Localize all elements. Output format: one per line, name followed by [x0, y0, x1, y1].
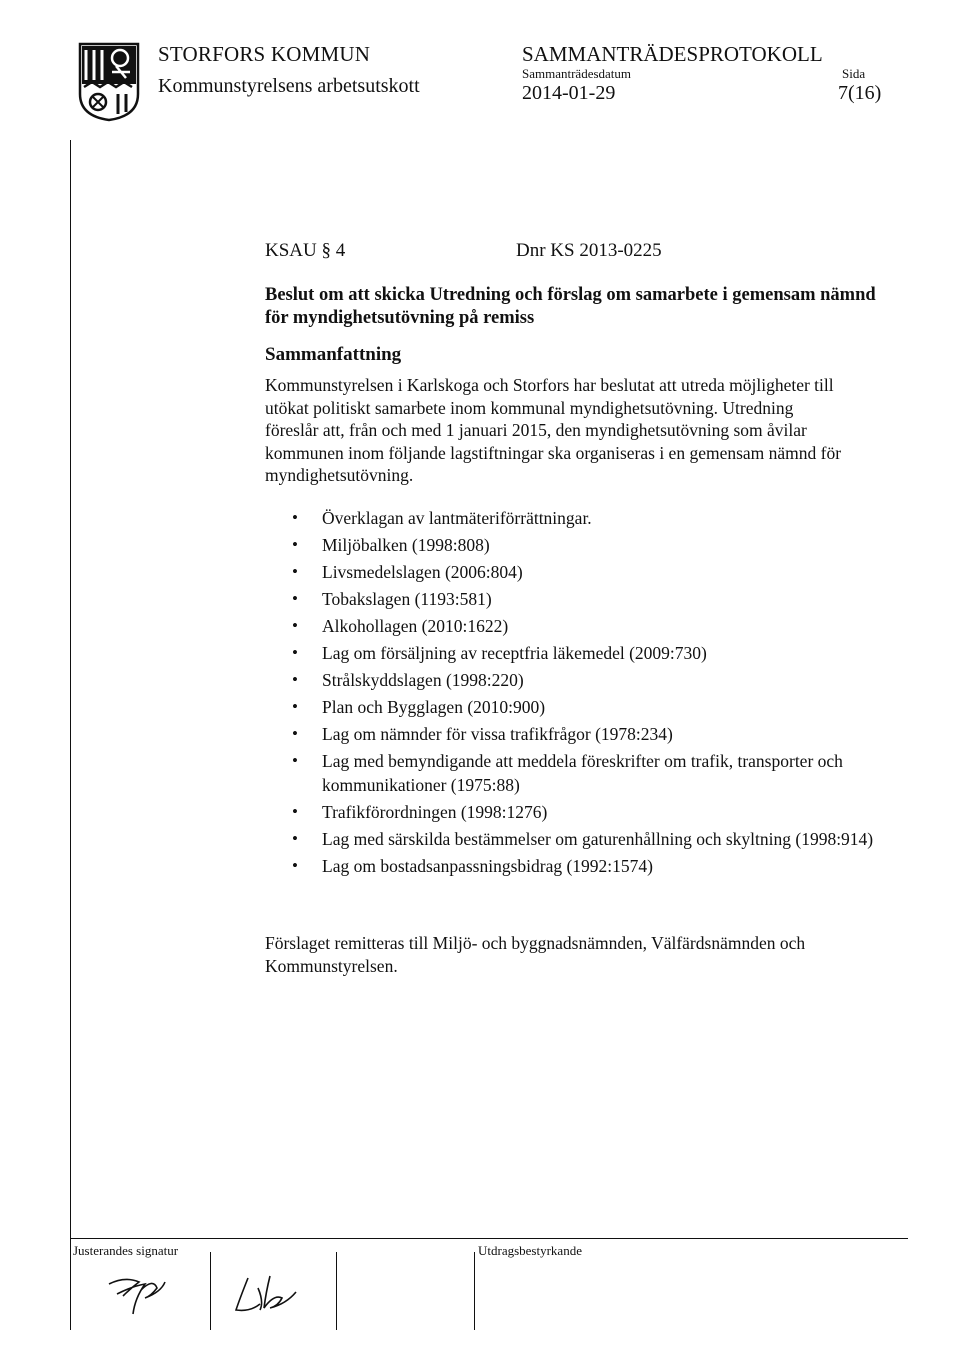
- list-item: • Plan och Bygglagen (2010:900): [265, 695, 915, 719]
- list-item: • Trafikförordningen (1998:1276): [265, 800, 915, 824]
- handwritten-signature-2: [230, 1268, 310, 1318]
- summary-line: kommunen inom följande lagstiftningar ska organiseras i en gemensam nämnd för: [265, 442, 842, 463]
- list-item: • Livsmedelslagen (2006:804): [265, 560, 915, 584]
- list-item: • Miljöbalken (1998:808): [265, 533, 915, 557]
- handwritten-signature-1: [105, 1270, 185, 1320]
- list-item: • Överklagan av lantmäteriförrättningar.: [265, 506, 915, 530]
- list-item: • Lag med särskilda bestämmelser om gaturenhållning och skyltning (1998:914): [265, 827, 915, 851]
- list-item: • Lag om nämnder för vissa trafikfrågor (1978:234): [265, 722, 915, 746]
- decision-title: [265, 284, 915, 330]
- protocol-title: SAMMANTRÄDESPROTOKOLL: [522, 42, 823, 66]
- signature-divider: [336, 1252, 337, 1330]
- summary-line: Kommunstyrelsen i Karlskoga och Storfors har beslutat att utreda möjligheter till: [265, 375, 834, 395]
- summary-paragraph: [265, 374, 915, 487]
- list-item: • Strålskyddslagen (1998:220): [265, 668, 915, 692]
- extract-label: Utdragsbestyrkande: [478, 1243, 582, 1258]
- list-item: • Tobakslagen (1193:581): [265, 587, 915, 611]
- storfors-coat-of-arms-icon: [78, 42, 140, 122]
- list-item: • Lag om bostadsanpassningsbidrag (1992:1574): [265, 854, 915, 878]
- date-label: Sammanträdesdatum: [522, 66, 632, 81]
- case-number: KSAU § 4: [265, 240, 346, 261]
- committee-name: Kommunstyrelsens arbetsutskott: [158, 75, 420, 97]
- list-item: • Lag med bemyndigande att meddela föreskrifter om trafik, transporter och kommunikationer (1975:88): [265, 749, 915, 797]
- legislation-list: [265, 506, 915, 881]
- title-line: Beslut om att skicka Utredning och förslag om samarbete i gemensam nämnd: [265, 285, 876, 305]
- title-line: för myndighetsutövning på remiss: [265, 308, 535, 328]
- closing-line: Förslaget remitteras till Miljö- och byggnadsnämnden, Välfärdsnämnden och: [265, 933, 806, 953]
- summary-line: myndighetsutövning.: [265, 465, 414, 485]
- page-label: Sida: [842, 66, 866, 81]
- footer-rule: [70, 1238, 908, 1239]
- case-dnr: Dnr KS 2013-0225: [516, 240, 662, 261]
- extract-divider: [474, 1252, 475, 1330]
- signature-divider: [210, 1252, 211, 1330]
- page-number: 7(16): [838, 82, 882, 104]
- summary-line: föreslår att, från och med 1 januari 2015, den myndighetsutövning som åvilar: [265, 420, 807, 440]
- summary-line: utökat politiskt samarbete inom kommunal myndighetsutövning. Utredning: [265, 397, 794, 418]
- signature-label: Justerandes signatur: [73, 1243, 179, 1258]
- list-item: • Lag om försäljning av receptfria läkemedel (2009:730): [265, 641, 915, 665]
- closing-line: Kommunstyrelsen.: [265, 956, 398, 976]
- summary-heading: Sammanfattning: [265, 344, 402, 365]
- municipality-name: STORFORS KOMMUN: [158, 42, 371, 66]
- meeting-date: 2014-01-29: [522, 82, 616, 104]
- left-margin-rule: [70, 140, 71, 1330]
- closing-paragraph: [265, 932, 915, 978]
- list-item: • Alkohollagen (2010:1622): [265, 614, 915, 638]
